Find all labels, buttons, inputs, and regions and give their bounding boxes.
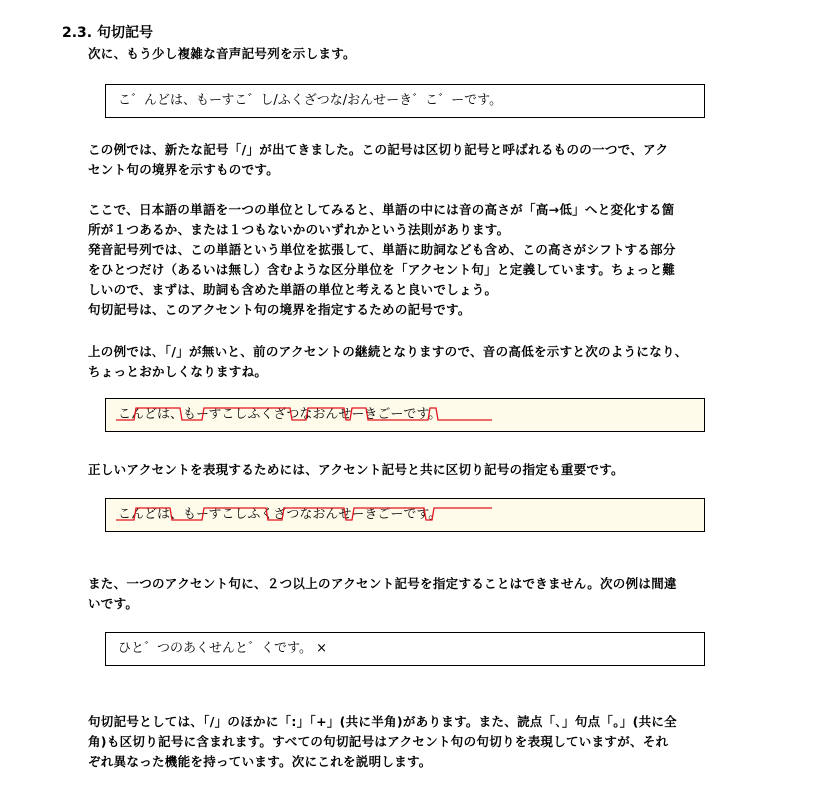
pitch-line bbox=[116, 408, 492, 420]
pitch-contour-wrong bbox=[106, 399, 706, 433]
pitch-contour-correct bbox=[106, 499, 706, 533]
paragraph-pitch-example: 上の例では､「/」が無いと、前のアクセントの継続となりますので、音の高低を示すと次のようになり、 ちょっとおかしくなりますね。 bbox=[88, 344, 688, 379]
accent-example-text: こんどは、もーすこしふくざつなおんせーきごーです。 bbox=[118, 407, 442, 422]
paragraph-accent-phrase: ここで、日本語の単語を一つの単位としてみると、単語の中には音の高さが「高→低」へと変化する箇 所が１つあるか、または１つもないかのいずれかという法則があります。 発音記号列では、この単語という単位を拡張して、単語に助詞なども含め、この高さがシフトする部分 をひとつだけ（あるいは無し）含むような区分単位を「アクセント句」と定義しています。ちょっと難 しいので、まずは、助詞も含めた単語の単位と考えると良いでしょう。 句切記号は、このアクセント句の境界を指定するための記号です。 bbox=[88, 202, 676, 317]
pitch-line bbox=[116, 508, 492, 520]
paragraph-new-symbol: この例では、新たな記号「/」が出てきました。この記号は区切り記号と呼ばれるものの一つで、アク セント句の境界を示すものです。 bbox=[88, 142, 669, 177]
paragraph-delimiters: 句切記号としては、「/」のほかに「:」「+」(共に半角)があります。また、読点「､」句点「｡」(共に全 角)も区切り記号に含まれます。すべての句切記号はアクセント句の句切りを表現していますが、それ ぞれ異なった機能を持っています。次にこれを説明します。 bbox=[88, 714, 677, 769]
section-number: 2.3. bbox=[62, 25, 93, 41]
example-text: こ゛んどは、もーすこ゛し/ふくざつな/おんせーき゛こ゛ーです。 bbox=[118, 93, 503, 108]
example-box-invalid bbox=[105, 632, 705, 666]
accent-example-text: こんどは、もーすこしふくざつなおんせーきごーです。 bbox=[118, 507, 442, 522]
accent-example-box-correct bbox=[105, 498, 705, 532]
section-heading bbox=[62, 22, 153, 42]
invalid-example-text: ひと゛つのあくせんと゛くです。 × bbox=[118, 641, 327, 656]
paragraph-multiple-accent: また、一つのアクセント句に、２つ以上のアクセント記号を指定することはできません。次の例は間違 いです。 bbox=[88, 576, 677, 611]
example-box-phonetic bbox=[105, 84, 705, 118]
accent-example-box-wrong bbox=[105, 398, 705, 432]
intro-paragraph: 次に、もう少し複雑な音声記号列を示します。 bbox=[88, 46, 356, 61]
paragraph-correct-accent: 正しいアクセントを表現するためには、アクセント記号と共に区切り記号の指定も重要です。 bbox=[88, 462, 624, 477]
section-title: 句切記号 bbox=[97, 25, 153, 41]
